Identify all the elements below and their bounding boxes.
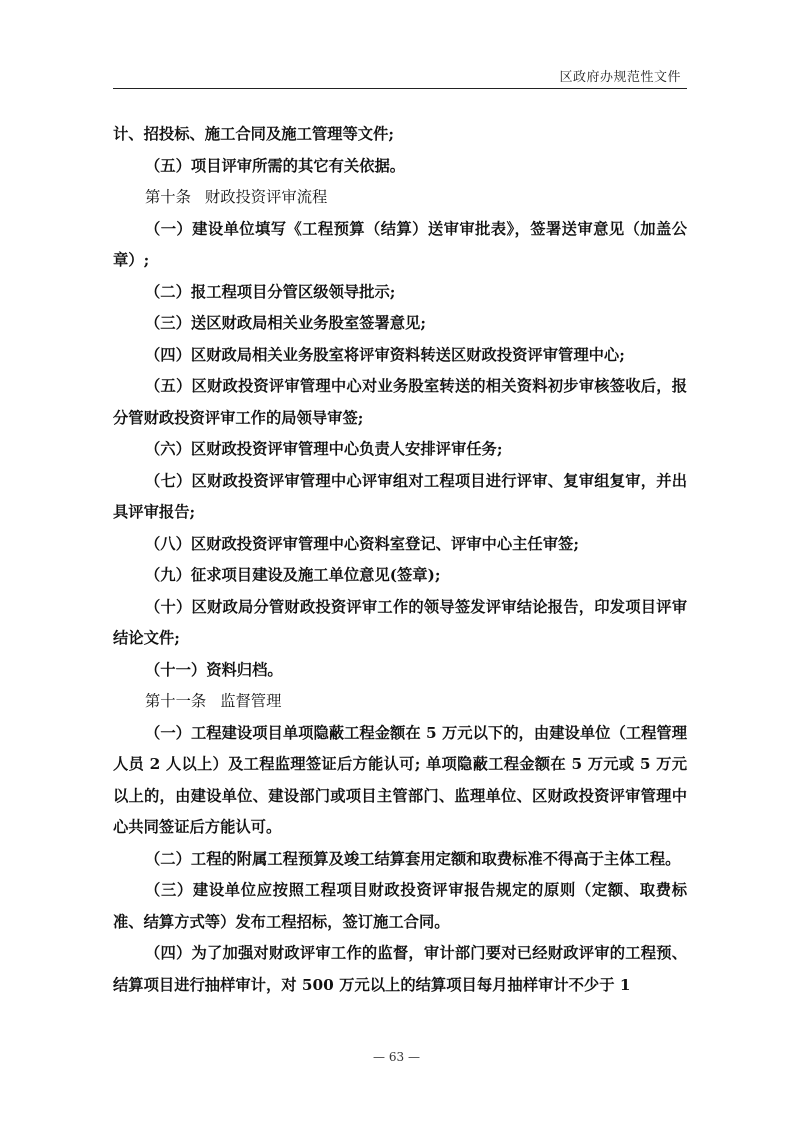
paragraph: （二）报工程项目分管区级领导批示;: [145, 282, 396, 301]
article-title: 监督管理: [220, 692, 282, 710]
article-title: 财政投资评审流程: [204, 188, 328, 206]
article-heading: [113, 686, 687, 718]
paragraph: （四）区财政局相关业务股室将评审资料转送区财政投资评审管理中心;: [145, 345, 625, 364]
article-heading: [113, 182, 687, 214]
paragraph: （六）区财政投资评审管理中心负责人安排评审任务;: [145, 440, 503, 458]
paragraph: （十一）资料归档。: [145, 660, 283, 679]
paragraph: （八）区财政投资评审管理中心资料室登记、评审中心主任审签;: [145, 534, 579, 553]
paragraph: （九）征求项目建设及施工单位意见(签章);: [145, 566, 441, 584]
page-number: — 63 —: [373, 1050, 420, 1064]
article-number: 第十一条: [145, 692, 207, 710]
page-header: [113, 62, 687, 89]
paragraph: （七）区财政投资评审管理中心评审组对工程项目进行评审、复审组复审，并出具评审报告;: [113, 471, 687, 521]
paragraph: （一）建设单位填写《工程预算（结算）送审审批表》，签署送审意见（加盖公章）;: [113, 219, 687, 269]
paragraph: （十）区财政局分管财政投资评审工作的领导签发评审结论报告，印发项目评审结论文件;: [113, 597, 687, 647]
article-number: 第十条: [145, 188, 191, 206]
paragraph: （五）区财政投资评审管理中心对业务股室转送的相关资料初步审核签收后，报分管财政投资评审工作的局领导审签;: [113, 377, 687, 427]
paragraph: （一）工程建设项目单项隐蔽工程金额在 5 万元以下的，由建设单位（工程管理人员 2 人以上）及工程监理签证后方能认可; 单项隐蔽工程金额在 5 万元或 5 万元以上的，由建设单位、建设部门或项目主管部门、监理单位、区财政投资评审管理中心共同签证后方能认可。: [113, 723, 687, 836]
document-body: [113, 119, 687, 1001]
header-title: 区政府办规范性文件: [559, 70, 681, 85]
paragraph: （三）建设单位应按照工程项目财政投资评审报告规定的原则（定额、取费标准、结算方式等）发布工程招标，签订施工合同。: [113, 881, 687, 931]
paragraph: （五）项目评审所需的其它有关依据。: [145, 156, 406, 175]
paragraph: （二）工程的附属工程预算及竣工结算套用定额和取费标准不得高于主体工程。: [145, 849, 681, 868]
paragraph: （四）为了加强对财政评审工作的监督，审计部门要对已经财政评审的工程预、结算项目进行抽样审计，对 500 万元以上的结算项目每月抽样审计不少于 1: [113, 944, 687, 994]
paragraph: 计、招投标、施工合同及施工管理等文件;: [113, 125, 394, 143]
paragraph: （三）送区财政局相关业务股室签署意见;: [145, 314, 426, 332]
